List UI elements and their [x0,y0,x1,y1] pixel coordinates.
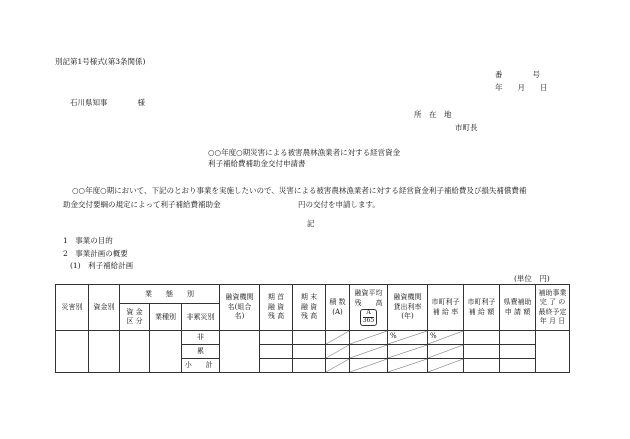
cell[interactable] [326,345,350,359]
diagonal-line [428,359,463,372]
header-town-amount: 市町利子 補 給 額 [464,285,500,331]
row-label-subtotal: 小 計 [182,359,220,373]
section-overview: 2 事業計画の概要 [63,249,128,258]
cell-fund[interactable] [89,331,120,373]
diagonal-line [388,345,427,358]
header-business-type: 業種別 [150,304,182,331]
cell-town-rate[interactable] [428,331,464,345]
header-nonaffected: 非累災別 [182,304,220,331]
fraction-a-over-365: $\frac{A}{365}$ [360,309,377,325]
cell[interactable] [500,345,536,359]
header-disaster: 災害別 [56,285,89,331]
header-fund-class: 資 金 区 分 [120,304,150,331]
cell[interactable] [464,345,500,359]
mayor-label: 市町長 [455,123,478,132]
cell[interactable] [350,345,388,359]
header-average-balance: 融資平均 残 高 $\frac{A}{365}$ [350,285,388,331]
diagonal-line [388,359,427,372]
cell[interactable] [464,359,500,373]
diagonal-line [350,359,387,372]
date-label: 年 月 日 [495,83,548,92]
row-label-non: 非 [182,331,220,345]
diagonal-line [388,331,427,344]
cell[interactable] [350,359,388,373]
body-text-line2b: 円の交付を申請します。 [298,200,380,209]
number-label: 番 号 [495,70,540,79]
body-text-line1: ○○年度○期において、下記のとおり事業を実施したいので、災害による被害農林漁業者に対する経営資金利子補給費及び損失補償費補 [72,186,527,195]
cell[interactable] [293,359,326,373]
cell-fund-class[interactable] [120,331,150,373]
diagonal-line [326,345,349,358]
cell[interactable] [260,331,293,345]
row-label-rui: 累 [182,345,220,359]
header-pref-subsidy: 県費補助 申 請 額 [500,285,536,331]
cell-completion-date[interactable] [536,331,570,373]
cell-institution[interactable] [220,331,260,373]
diagonal-line [326,359,349,372]
header-loan-rate: 融資機関 貸出利率 (年) [388,285,428,331]
percent-sign: % [390,332,397,340]
form-number: 別記第1号様式(第3条関係) [55,57,146,66]
header-business-group: 業 態 別 [120,285,220,304]
cell[interactable] [428,359,464,373]
percent-sign: % [430,332,437,340]
header-institution: 融資機関 名(組合 名) [220,285,260,331]
address-label: 所 在 地 [414,110,452,119]
diagonal-line [428,331,463,344]
cell[interactable] [464,331,500,345]
header-town-rate: 市町利子 補 給 率 [428,285,464,331]
cell[interactable] [293,331,326,345]
section-purpose: 1 事業の目的 [63,236,113,245]
header-fund: 資金別 [89,285,120,331]
diagonal-line [326,331,349,344]
body-text-line2a: 助金交付要綱の規定によって利子補給費補助金 [63,200,221,209]
subsection-interest-plan: (1) 利子補給計画 [70,261,134,270]
unit-label: (単位 円) [514,274,550,283]
cell[interactable] [350,331,388,345]
header-completion-date: 補助事業 完 了 の 最終予定 年 月 日 [536,285,570,331]
diagonal-line [428,345,463,358]
diagonal-line [350,331,387,344]
document-title-line1: ○○年度○期災害による被害農林漁業者に対する経営資金 [208,148,401,157]
cell-disaster[interactable] [56,331,89,373]
cell[interactable] [500,359,536,373]
cell[interactable] [293,345,326,359]
cell[interactable] [326,359,350,373]
interest-subsidy-plan-table [55,284,570,373]
header-begin-balance: 期 首 融 資 残 高 [260,285,293,331]
header-product: 積 数 (A) [326,285,350,331]
cell[interactable] [428,345,464,359]
ki-heading: 記 [307,219,315,228]
diagonal-line [350,345,387,358]
document-title-line2: 利子補給費補助金交付申請書 [208,159,306,168]
cell[interactable] [500,331,536,345]
header-end-balance: 期 末 融 資 残 高 [293,285,326,331]
cell-loan-rate[interactable] [388,331,428,345]
cell[interactable] [326,331,350,345]
cell[interactable] [260,359,293,373]
cell-business-type[interactable] [150,331,182,373]
cell[interactable] [260,345,293,359]
table-row [56,331,570,345]
addressee: 石川県知事 様 [70,98,145,107]
cell[interactable] [388,345,428,359]
cell[interactable] [388,359,428,373]
